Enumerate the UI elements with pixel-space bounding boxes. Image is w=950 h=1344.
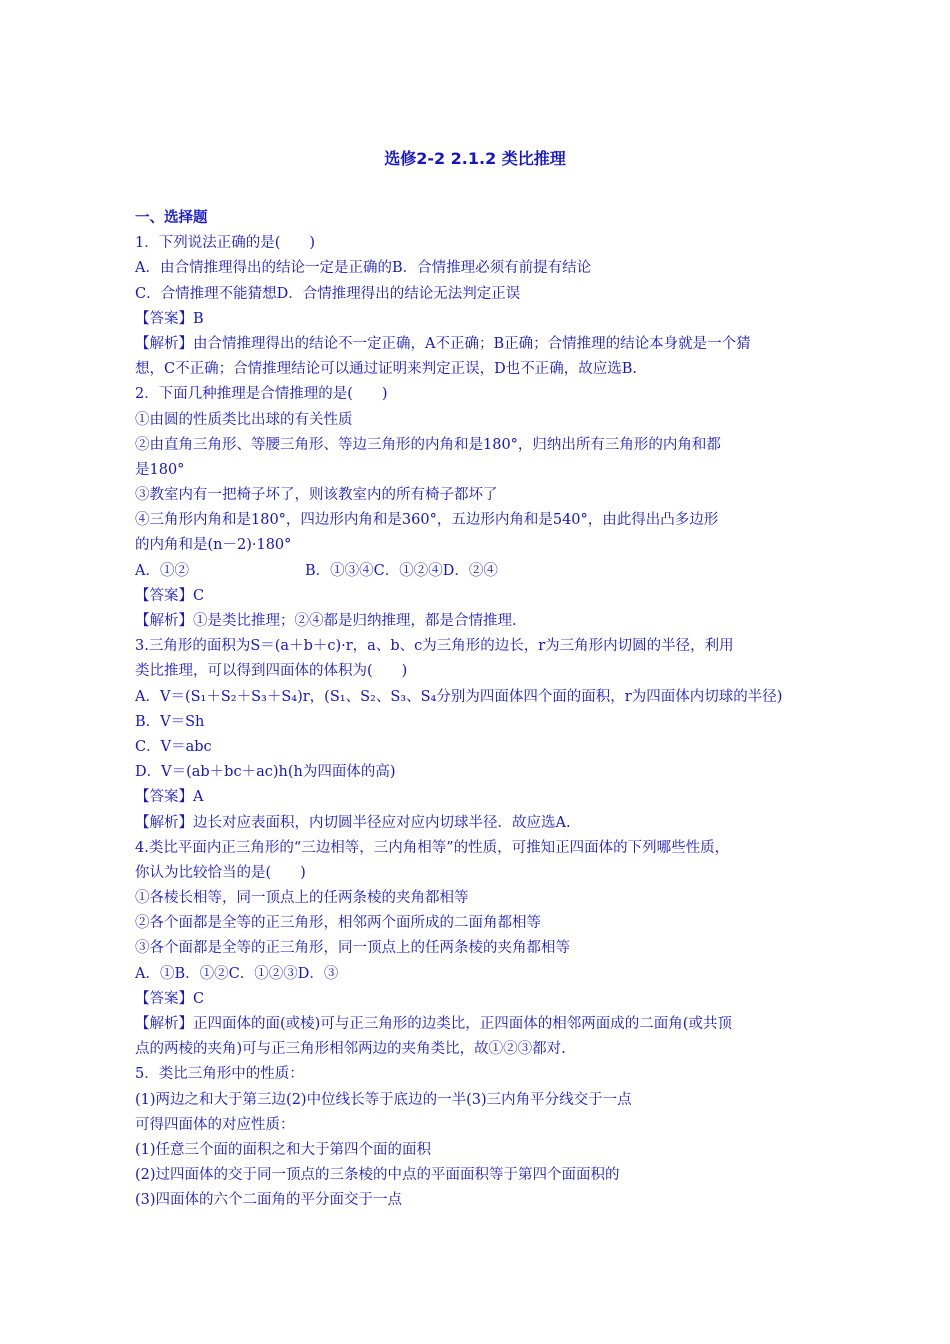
q4-options: A．①B．①②C．①②③D．③ [135, 965, 339, 982]
q2-item-3: ③教室内有一把椅子坏了，则该教室内的所有椅子都坏了 [135, 487, 498, 504]
q3-answer: 【答案】A [135, 789, 204, 806]
section-heading: 一、选择题 [135, 210, 208, 226]
q1-options-cd: C．合情推理不能猜想D．合情推理得出的结论无法判定正误 [135, 285, 521, 302]
page-title: 选修2-2 2.1.2 类比推理 [384, 149, 566, 168]
q3-option-c: C．V＝abc [135, 738, 212, 755]
q2-item-1: ①由圆的性质类比出球的有关性质 [135, 411, 353, 428]
q3-analysis: 【解析】边长对应表面积，内切圆半径应对应内切球半径．故应选A. [135, 814, 571, 831]
q2-options: A．①② B．①③④C．①②④D．②④ [135, 562, 498, 579]
question-4-cont: 你认为比较恰当的是( ) [135, 864, 306, 881]
q2-answer: 【答案】C [135, 587, 205, 604]
q3-option-a: A．V＝(S₁＋S₂＋S₃＋S₄)r，(S₁、S₂、S₃、S₄分别为四面体四个面的面积，r为四面体内切球的半径) [135, 688, 783, 705]
q2-item-2-cont: 是180° [135, 461, 185, 478]
q2-analysis: 【解析】①是类比推理；②④都是归纳推理，都是合情推理. [135, 613, 517, 629]
q5-prop-1: (1)任意三个面的面积之和大于第四个面的面积 [135, 1141, 432, 1158]
q4-item-2: ②各个面都是全等的正三角形，相邻两个面所成的二面角都相等 [135, 915, 541, 932]
q2-item-4-cont: 的内角和是(n－2)·180° [135, 537, 292, 554]
q4-item-1: ①各棱长相等，同一顶点上的任两条棱的夹角都相等 [135, 890, 469, 907]
q3-option-b: B．V＝Sh [135, 713, 205, 730]
document-body [135, 206, 820, 1214]
question-1: 1．下列说法正确的是( ) [135, 235, 316, 252]
q1-options-ab: A．由合情推理得出的结论一定是正确的B．合情推理必须有前提有结论 [135, 260, 592, 277]
question-3: 3.三角形的面积为S＝(a＋b＋c)·r，a、b、c为三角形的边长，r为三角形内切圆的半径，利用 [135, 638, 734, 655]
question-2: 2．下面几种推理是合情推理的是( ) [135, 386, 388, 403]
q5-intro: 可得四面体的对应性质： [135, 1116, 295, 1133]
q5-prop-3: (3)四面体的六个二面角的平分面交于一点 [135, 1192, 403, 1209]
q4-analysis-cont: 点的两棱的夹角)可与正三角形相邻两边的夹角类比，故①②③都对. [135, 1041, 566, 1058]
q2-item-2: ②由直角三角形、等腰三角形、等边三角形的内角和是180°，归纳出所有三角形的内角和都 [135, 436, 721, 453]
q4-answer: 【答案】C [135, 990, 205, 1007]
question-5: 5．类比三角形中的性质： [135, 1066, 304, 1083]
q5-prop-2: (2)过四面体的交于同一顶点的三条棱的中点的平面面积等于第四个面面积的 [135, 1167, 620, 1184]
q1-analysis-cont: 想，C不正确；合情推理结论可以通过证明来判定正误，D也不正确，故应选B. [135, 361, 637, 378]
q3-option-d: D．V＝(ab＋bc＋ac)h(h为四面体的高) [135, 764, 396, 781]
q5-triangle-props: (1)两边之和大于第三边(2)中位线长等于底边的一半(3)三内角平分线交于一点 [135, 1091, 632, 1108]
q4-analysis: 【解析】正四面体的面(或棱)可与正三角形的边类比，正四面体的相邻两面成的二面角(或共顶 [135, 1016, 732, 1032]
q1-answer: 【答案】B [135, 310, 204, 327]
question-3-cont: 类比推理，可以得到四面体的体积为( ) [135, 663, 408, 680]
q4-item-3: ③各个面都是全等的正三角形，同一顶点上的任两条棱的夹角都相等 [135, 940, 570, 957]
question-4: 4.类比平面内正三角形的“三边相等，三内角相等”的性质，可推知正四面体的下列哪些性质， [135, 839, 730, 856]
q1-analysis: 【解析】由合情推理得出的结论不一定正确，A不正确；B正确；合情推理的结论本身就是一个猜 [135, 335, 751, 352]
q2-item-4: ④三角形内角和是180°，四边形内角和是360°，五边形内角和是540°，由此得出凸多边形 [135, 512, 719, 529]
